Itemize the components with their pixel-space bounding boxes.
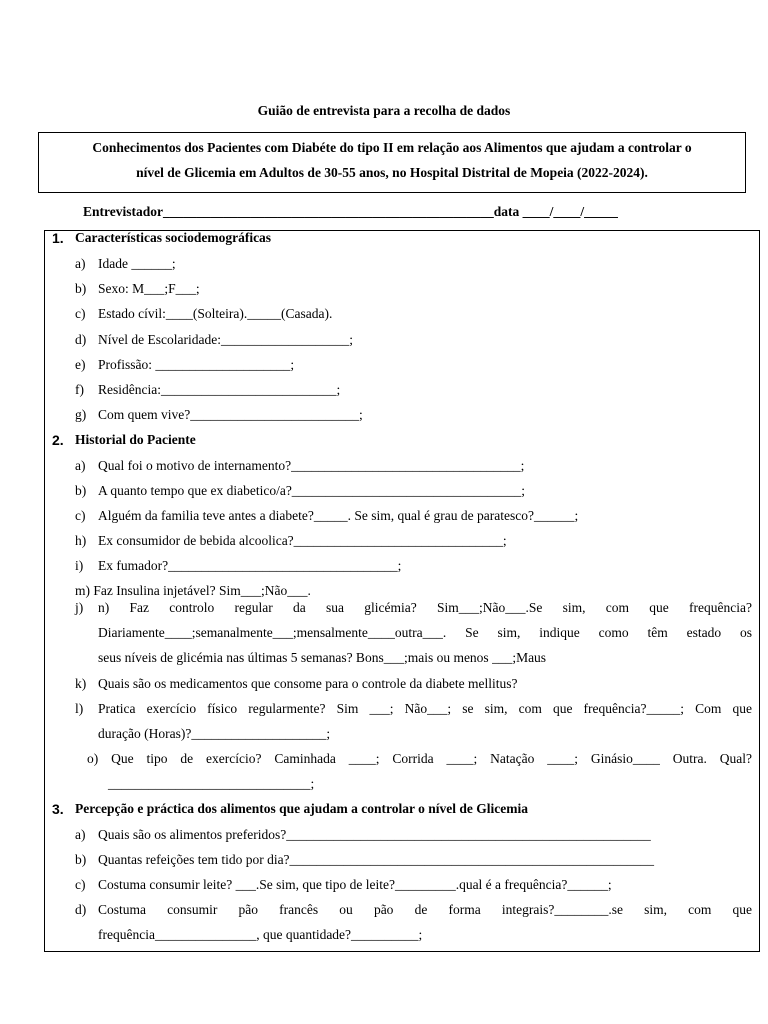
section-1-number: 1.: [52, 230, 64, 246]
s1-item-d-label: d): [75, 332, 87, 347]
s1-item-b-label: b): [75, 281, 87, 296]
s2-item-o-line-2: ______________________________;: [108, 776, 315, 791]
s1-item-g-label: g): [75, 407, 87, 422]
s3-item-b-label: b): [75, 852, 87, 867]
s3-item-c-label: c): [75, 877, 86, 892]
s2-item-j-line-1: n) Faz controlo regular da sua glicémia? Sim___;Não___.Se sim, com que frequência?: [98, 600, 752, 615]
section-3-heading: Percepção e práctica dos alimentos que ajudam a controlar o nível de Glicemia: [75, 801, 528, 816]
s3-item-c-text: Costuma consumir leite? ___.Se sim, que tipo de leite?_________.qual é a frequência?______;: [98, 877, 612, 892]
s2-item-j-label: j): [75, 600, 84, 615]
s2-item-b-label: b): [75, 483, 87, 498]
s2-item-c-label: c): [75, 508, 86, 523]
s2-item-h-label: h): [75, 533, 87, 548]
study-topic-box: [38, 132, 746, 193]
s2-item-j-line-2: Diariamente____;semanalmente___;mensalmente____outra___. Se sim, indique como têm estado os: [98, 625, 752, 640]
s2-item-h-text: Ex consumidor de bebida alcoolica?_______________________________;: [98, 533, 507, 548]
s3-item-a-label: a): [75, 827, 86, 842]
s2-item-k-text: Quais são os medicamentos que consome para o controle da diabete mellitus?: [98, 676, 518, 691]
s2-item-l-line-1: Pratica exercício físico regularmente? Sim ___; Não___; se sim, com que frequência?_____; Com que: [98, 701, 752, 716]
section-2-number: 2.: [52, 432, 64, 448]
s2-item-b-text: A quanto tempo que ex diabetico/a?__________________________________;: [98, 483, 526, 498]
s3-item-b-text: Quantas refeições tem tido por dia?______________________________________________________: [98, 852, 655, 867]
s2-item-j-line-3: seus níveis de glicémia nas últimas 5 semanas? Bons___;mais ou menos ___;Maus: [98, 650, 547, 665]
s2-item-a-text: Qual foi o motivo de internamento?__________________________________;: [98, 458, 525, 473]
section-3-number: 3.: [52, 801, 64, 817]
document-title: Guião de entrevista para a recolha de dados: [257, 103, 511, 118]
s1-item-f-label: f): [75, 382, 84, 397]
s1-item-d-text: Nível de Escolaridade:___________________;: [98, 332, 353, 347]
study-topic-line-1: Conhecimentos dos Pacientes com Diabéte do tipo II em relação aos Alimentos que ajudam a controlar o: [92, 140, 692, 155]
s1-item-a-label: a): [75, 256, 86, 271]
s1-item-b-text: Sexo: M___;F___;: [98, 281, 200, 296]
s1-item-a-text: Idade ______;: [98, 256, 176, 271]
s1-item-g-text: Com quem vive?_________________________;: [98, 407, 363, 422]
section-2-heading: Historial do Paciente: [75, 432, 196, 447]
s3-item-d-label: d): [75, 902, 87, 917]
s3-item-d-line-2: frequência_______________, que quantidade?__________;: [98, 927, 423, 942]
s3-item-d-line-1: Costuma consumir pão francês ou pão de forma integrais?________.se sim, com que: [98, 902, 752, 917]
study-topic-line-2: nível de Glicemia em Adultos de 30-55 anos, no Hospital Distrital de Mopeia (2022-2024).: [136, 165, 648, 180]
section-1-heading: Características sociodemográficas: [75, 230, 272, 245]
s2-item-m-text: m) Faz Insulina injetável? Sim___;Não___.: [75, 583, 311, 598]
s2-item-c-text: Alguém da familia teve antes a diabete?_____. Se sim, qual é grau de paratesco?______;: [98, 508, 579, 523]
s2-item-k-label: k): [75, 676, 87, 691]
s2-item-l-line-2: duração (Horas)?____________________;: [98, 726, 331, 741]
s1-item-c-label: c): [75, 306, 86, 321]
s2-item-i-text: Ex fumador?__________________________________;: [98, 558, 402, 573]
s1-item-f-text: Residência:__________________________;: [98, 382, 341, 397]
interviewer-date-line: Entrevistador_________________________________________________data ____/____/_____: [83, 204, 618, 219]
s2-item-o-line-1: o) Que tipo de exercício? Caminhada ____; Corrida ____; Natação ____; Ginásio____ Outra. Qual?: [87, 751, 752, 766]
s2-item-i-label: i): [75, 558, 84, 573]
s2-item-l-label: l): [75, 701, 84, 716]
s1-item-e-label: e): [75, 357, 86, 372]
s3-item-a-text: Quais são os alimentos preferidos?______________________________________________________: [98, 827, 651, 842]
s1-item-c-text: Estado cívil:____(Solteira)._____(Casada).: [98, 306, 333, 321]
s2-item-a-label: a): [75, 458, 86, 473]
s1-item-e-text: Profissão: ____________________;: [98, 357, 295, 372]
